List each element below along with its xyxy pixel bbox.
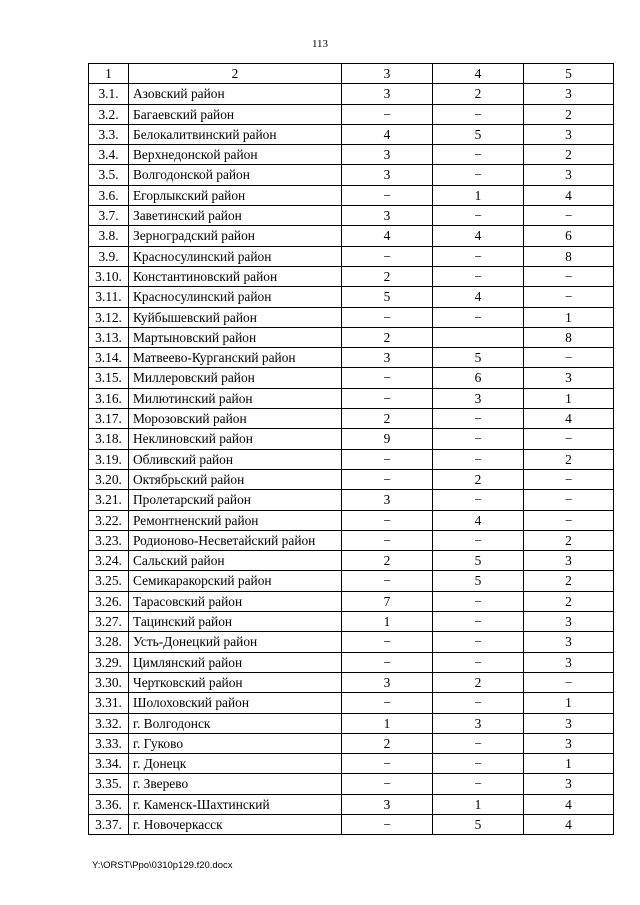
- row-number-cell: 3.27.: [89, 612, 129, 632]
- value-cell-col5: 3: [524, 124, 614, 144]
- value-cell-col5: 3: [524, 368, 614, 388]
- table-row: [89, 185, 614, 205]
- value-cell-col5: 2: [524, 104, 614, 124]
- value-cell-col5: 1: [524, 693, 614, 713]
- district-name-cell: Миллеровский район: [129, 368, 342, 388]
- row-number-cell: 3.2.: [89, 104, 129, 124]
- value-cell-col3: 3: [342, 348, 433, 368]
- value-cell-col3: 1: [342, 612, 433, 632]
- district-name-cell: Заветинский район: [129, 206, 342, 226]
- value-cell-col4: 5: [433, 348, 524, 368]
- district-name-cell: Константиновский район: [129, 266, 342, 286]
- value-cell-col3: 1: [342, 713, 433, 733]
- value-cell-col5: 3: [524, 713, 614, 733]
- value-cell-col3: 2: [342, 327, 433, 347]
- value-cell-col4: −: [433, 449, 524, 469]
- table-row: [89, 104, 614, 124]
- value-cell-col3: −: [342, 368, 433, 388]
- table-row: [89, 307, 614, 327]
- row-number-cell: 3.1.: [89, 84, 129, 104]
- table-row: [89, 84, 614, 104]
- row-number-cell: 3.5.: [89, 165, 129, 185]
- value-cell-col4: −: [433, 165, 524, 185]
- value-cell-col3: 4: [342, 226, 433, 246]
- table-row: [89, 612, 614, 632]
- value-cell-col5: −: [524, 672, 614, 692]
- value-cell-col4: −: [433, 733, 524, 753]
- table-row: [89, 449, 614, 469]
- district-name-cell: Шолоховский район: [129, 693, 342, 713]
- value-cell-col3: 7: [342, 591, 433, 611]
- value-cell-col4: −: [433, 591, 524, 611]
- value-cell-col5: 2: [524, 571, 614, 591]
- table-row: [89, 713, 614, 733]
- value-cell-col4: 3: [433, 388, 524, 408]
- value-cell-col4: 4: [433, 226, 524, 246]
- district-name-cell: Куйбышевский район: [129, 307, 342, 327]
- value-cell-col3: −: [342, 469, 433, 489]
- value-cell-col4: −: [433, 409, 524, 429]
- value-cell-col5: 6: [524, 226, 614, 246]
- table-header-row: [89, 64, 614, 84]
- row-number-cell: 3.35.: [89, 774, 129, 794]
- district-name-cell: Егорлыкский район: [129, 185, 342, 205]
- value-cell-col5: 3: [524, 632, 614, 652]
- table-row: [89, 591, 614, 611]
- value-cell-col3: 2: [342, 409, 433, 429]
- value-cell-col4: 1: [433, 794, 524, 814]
- district-name-cell: Тацинский район: [129, 612, 342, 632]
- row-number-cell: 3.26.: [89, 591, 129, 611]
- value-cell-col4: 1: [433, 185, 524, 205]
- district-name-cell: Сальский район: [129, 551, 342, 571]
- row-number-cell: 3.25.: [89, 571, 129, 591]
- header-cell: 3: [342, 64, 433, 84]
- value-cell-col5: −: [524, 287, 614, 307]
- table-row: [89, 571, 614, 591]
- header-cell: 2: [129, 64, 342, 84]
- row-number-cell: 3.4.: [89, 145, 129, 165]
- district-name-cell: Красносулинский район: [129, 287, 342, 307]
- value-cell-col3: 3: [342, 794, 433, 814]
- value-cell-col5: 8: [524, 246, 614, 266]
- row-number-cell: 3.11.: [89, 287, 129, 307]
- row-number-cell: 3.9.: [89, 246, 129, 266]
- district-name-cell: Милютинский район: [129, 388, 342, 408]
- value-cell-col4: 5: [433, 124, 524, 144]
- value-cell-col5: −: [524, 429, 614, 449]
- district-name-cell: Неклиновский район: [129, 429, 342, 449]
- table-row: [89, 165, 614, 185]
- value-cell-col3: −: [342, 774, 433, 794]
- row-number-cell: 3.7.: [89, 206, 129, 226]
- value-cell-col5: 3: [524, 84, 614, 104]
- value-cell-col4: −: [433, 307, 524, 327]
- row-number-cell: 3.16.: [89, 388, 129, 408]
- table-row: [89, 388, 614, 408]
- value-cell-col3: −: [342, 449, 433, 469]
- table-row: [89, 754, 614, 774]
- value-cell-col3: −: [342, 754, 433, 774]
- value-cell-col5: 1: [524, 307, 614, 327]
- value-cell-col5: 4: [524, 814, 614, 834]
- value-cell-col4: −: [433, 104, 524, 124]
- district-name-cell: Волгодонской район: [129, 165, 342, 185]
- header-cell: 4: [433, 64, 524, 84]
- value-cell-col5: 2: [524, 530, 614, 550]
- value-cell-col4: −: [433, 530, 524, 550]
- district-name-cell: Пролетарский район: [129, 490, 342, 510]
- value-cell-col4: −: [433, 612, 524, 632]
- row-number-cell: 3.20.: [89, 469, 129, 489]
- table-row: [89, 551, 614, 571]
- value-cell-col5: 1: [524, 754, 614, 774]
- value-cell-col4: 5: [433, 551, 524, 571]
- table-row: [89, 206, 614, 226]
- district-name-cell: Багаевский район: [129, 104, 342, 124]
- value-cell-col4: 2: [433, 469, 524, 489]
- table-row: [89, 226, 614, 246]
- value-cell-col5: 3: [524, 733, 614, 753]
- value-cell-col5: 2: [524, 449, 614, 469]
- value-cell-col3: 9: [342, 429, 433, 449]
- table-row: [89, 409, 614, 429]
- value-cell-col3: −: [342, 307, 433, 327]
- value-cell-col4: −: [433, 652, 524, 672]
- value-cell-col3: 3: [342, 206, 433, 226]
- value-cell-col5: 3: [524, 551, 614, 571]
- district-name-cell: Родионово-Несветайский район: [129, 530, 342, 550]
- value-cell-col4: 6: [433, 368, 524, 388]
- value-cell-col4: 3: [433, 713, 524, 733]
- value-cell-col4: 2: [433, 84, 524, 104]
- value-cell-col5: 3: [524, 165, 614, 185]
- value-cell-col4: −: [433, 693, 524, 713]
- value-cell-col4: −: [433, 206, 524, 226]
- table-row: [89, 774, 614, 794]
- row-number-cell: 3.3.: [89, 124, 129, 144]
- table-row: [89, 145, 614, 165]
- value-cell-col5: −: [524, 206, 614, 226]
- value-cell-col3: −: [342, 246, 433, 266]
- value-cell-col5: −: [524, 266, 614, 286]
- value-cell-col3: −: [342, 388, 433, 408]
- row-number-cell: 3.24.: [89, 551, 129, 571]
- value-cell-col5: 4: [524, 185, 614, 205]
- table-row: [89, 429, 614, 449]
- value-cell-col4: −: [433, 490, 524, 510]
- table-row: [89, 124, 614, 144]
- row-number-cell: 3.30.: [89, 672, 129, 692]
- value-cell-col5: 1: [524, 388, 614, 408]
- row-number-cell: 3.19.: [89, 449, 129, 469]
- district-name-cell: Зерноградский район: [129, 226, 342, 246]
- value-cell-col4: −: [433, 754, 524, 774]
- row-number-cell: 3.21.: [89, 490, 129, 510]
- value-cell-col3: −: [342, 530, 433, 550]
- value-cell-col3: 3: [342, 490, 433, 510]
- value-cell-col3: 3: [342, 672, 433, 692]
- value-cell-col4: 5: [433, 571, 524, 591]
- table-row: [89, 794, 614, 814]
- table-row: [89, 246, 614, 266]
- value-cell-col5: 4: [524, 409, 614, 429]
- value-cell-col3: −: [342, 814, 433, 834]
- value-cell-col5: 2: [524, 591, 614, 611]
- district-name-cell: Верхнедонской район: [129, 145, 342, 165]
- district-name-cell: Тарасовский район: [129, 591, 342, 611]
- row-number-cell: 3.37.: [89, 814, 129, 834]
- row-number-cell: 3.15.: [89, 368, 129, 388]
- value-cell-col3: −: [342, 571, 433, 591]
- row-number-cell: 3.14.: [89, 348, 129, 368]
- district-name-cell: г. Новочеркасск: [129, 814, 342, 834]
- row-number-cell: 3.34.: [89, 754, 129, 774]
- value-cell-col5: 4: [524, 794, 614, 814]
- row-number-cell: 3.22.: [89, 510, 129, 530]
- value-cell-col3: 3: [342, 145, 433, 165]
- value-cell-col4: −: [433, 632, 524, 652]
- district-name-cell: Морозовский район: [129, 409, 342, 429]
- row-number-cell: 3.32.: [89, 713, 129, 733]
- row-number-cell: 3.28.: [89, 632, 129, 652]
- table-row: [89, 510, 614, 530]
- row-number-cell: 3.10.: [89, 266, 129, 286]
- value-cell-col4: −: [433, 774, 524, 794]
- value-cell-col3: −: [342, 185, 433, 205]
- value-cell-col3: 2: [342, 266, 433, 286]
- value-cell-col3: 3: [342, 165, 433, 185]
- value-cell-col5: 3: [524, 774, 614, 794]
- table-row: [89, 632, 614, 652]
- row-number-cell: 3.36.: [89, 794, 129, 814]
- value-cell-col5: −: [524, 348, 614, 368]
- row-number-cell: 3.23.: [89, 530, 129, 550]
- table-row: [89, 327, 614, 347]
- value-cell-col5: −: [524, 490, 614, 510]
- table-row: [89, 814, 614, 834]
- table-row: [89, 348, 614, 368]
- table-row: [89, 693, 614, 713]
- value-cell-col5: 8: [524, 327, 614, 347]
- value-cell-col4: 4: [433, 510, 524, 530]
- district-name-cell: Октябрьский район: [129, 469, 342, 489]
- value-cell-col3: 2: [342, 551, 433, 571]
- row-number-cell: 3.6.: [89, 185, 129, 205]
- table-row: [89, 733, 614, 753]
- district-name-cell: Белокалитвинский район: [129, 124, 342, 144]
- row-number-cell: 3.12.: [89, 307, 129, 327]
- value-cell-col3: −: [342, 632, 433, 652]
- value-cell-col4: 5: [433, 814, 524, 834]
- row-number-cell: 3.17.: [89, 409, 129, 429]
- value-cell-col5: −: [524, 469, 614, 489]
- value-cell-col4: −: [433, 246, 524, 266]
- district-name-cell: Цимлянский район: [129, 652, 342, 672]
- value-cell-col3: 3: [342, 84, 433, 104]
- header-cell: 5: [524, 64, 614, 84]
- district-name-cell: Обливский район: [129, 449, 342, 469]
- table-row: [89, 530, 614, 550]
- value-cell-col3: −: [342, 693, 433, 713]
- value-cell-col4: [433, 327, 524, 347]
- row-number-cell: 3.18.: [89, 429, 129, 449]
- table-row: [89, 368, 614, 388]
- district-name-cell: Красносулинский район: [129, 246, 342, 266]
- table-row: [89, 672, 614, 692]
- district-name-cell: Семикаракорский район: [129, 571, 342, 591]
- table-row: [89, 469, 614, 489]
- table-row: [89, 652, 614, 672]
- value-cell-col5: 3: [524, 652, 614, 672]
- value-cell-col3: 5: [342, 287, 433, 307]
- district-name-cell: г. Гуково: [129, 733, 342, 753]
- value-cell-col3: −: [342, 104, 433, 124]
- value-cell-col4: 4: [433, 287, 524, 307]
- district-name-cell: г. Зверево: [129, 774, 342, 794]
- value-cell-col4: −: [433, 145, 524, 165]
- row-number-cell: 3.13.: [89, 327, 129, 347]
- table-row: [89, 287, 614, 307]
- header-cell: 1: [89, 64, 129, 84]
- table-row: [89, 266, 614, 286]
- value-cell-col3: −: [342, 652, 433, 672]
- district-name-cell: Матвеево-Курганский район: [129, 348, 342, 368]
- data-table: [88, 63, 614, 835]
- district-name-cell: г. Донецк: [129, 754, 342, 774]
- district-name-cell: г. Волгодонск: [129, 713, 342, 733]
- district-name-cell: Мартыновский район: [129, 327, 342, 347]
- value-cell-col4: −: [433, 266, 524, 286]
- value-cell-col3: −: [342, 510, 433, 530]
- district-name-cell: Ремонтненский район: [129, 510, 342, 530]
- value-cell-col3: 2: [342, 733, 433, 753]
- row-number-cell: 3.33.: [89, 733, 129, 753]
- value-cell-col4: −: [433, 429, 524, 449]
- file-path-footer: Y:\ORST\Ppo\0310p129.f20.docx: [92, 860, 233, 871]
- table-row: [89, 490, 614, 510]
- value-cell-col5: −: [524, 510, 614, 530]
- district-name-cell: Чертковский район: [129, 672, 342, 692]
- district-name-cell: Усть-Донецкий район: [129, 632, 342, 652]
- district-name-cell: Азовский район: [129, 84, 342, 104]
- district-name-cell: г. Каменск-Шахтинский: [129, 794, 342, 814]
- value-cell-col5: 3: [524, 612, 614, 632]
- value-cell-col3: 4: [342, 124, 433, 144]
- page-number: 113: [311, 38, 329, 50]
- value-cell-col5: 2: [524, 145, 614, 165]
- value-cell-col4: 2: [433, 672, 524, 692]
- row-number-cell: 3.8.: [89, 226, 129, 246]
- row-number-cell: 3.29.: [89, 652, 129, 672]
- row-number-cell: 3.31.: [89, 693, 129, 713]
